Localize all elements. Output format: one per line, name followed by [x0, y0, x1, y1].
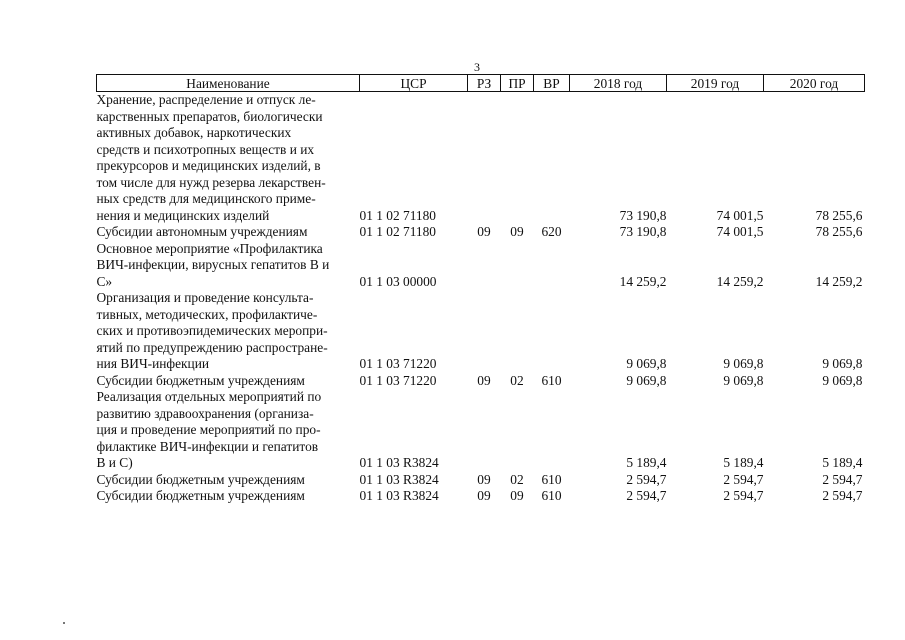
cell-csr: 01 1 03 71220 — [359, 356, 437, 371]
name-line: карственных препаратов, биологически — [96, 108, 323, 124]
name-line: Субсидии бюджетным учреждениям — [96, 471, 305, 487]
table-row — [97, 373, 865, 390]
cell-vr — [534, 290, 570, 373]
name-line: том числе для нужд резерва лекарствен- — [96, 174, 326, 190]
cell-rz: 09 — [477, 372, 491, 388]
header-2019: 2019 год — [667, 75, 764, 92]
name-line: средств и психотропных веществ и их — [96, 141, 315, 157]
cell-2019: 74 001,5 — [716, 224, 764, 239]
cell-csr: 01 1 03 R3824 — [359, 471, 439, 487]
name-line: ВИЧ-инфекции, вирусных гепатитов В и — [96, 257, 330, 272]
cell-2020: 14 259,2 — [815, 273, 863, 289]
cell-2018: 9 069,8 — [626, 356, 667, 371]
name-line: Субсидии автономным учреждениям — [96, 224, 308, 239]
name-line: Субсидии бюджетным учреждениям — [96, 488, 305, 503]
cell-rz — [468, 290, 501, 373]
name-line: ских и противоэпидемических меропри- — [96, 323, 328, 338]
cell-2020: 2 594,7 — [822, 488, 863, 503]
name-line: Организация и проведение консульта- — [96, 290, 314, 305]
name-line: нения и медицинских изделий — [96, 207, 270, 223]
cell-pr — [501, 290, 534, 373]
name-line: филактике ВИЧ-инфекции и гепатитов — [96, 438, 319, 454]
cell-csr: 01 1 03 00000 — [359, 273, 437, 289]
cell-2018: 73 190,8 — [619, 224, 667, 239]
name-line: Реализация отдельных мероприятий по — [96, 389, 322, 404]
table-row — [97, 389, 865, 472]
cell-name — [97, 92, 360, 225]
table-row — [97, 92, 865, 225]
cell-2018: 73 190,8 — [619, 207, 667, 223]
cell-2019: 2 594,7 — [723, 471, 764, 487]
name-line: ятий по предупреждению распростране- — [96, 339, 328, 355]
cell-name — [97, 389, 360, 472]
cell-2019: 9 069,8 — [723, 372, 764, 388]
cell-pr: 02 — [510, 471, 524, 487]
header-rz: РЗ — [468, 75, 501, 92]
cell-vr: 610 — [541, 488, 562, 503]
cell-vr: 620 — [541, 224, 562, 239]
cell-name — [97, 373, 360, 390]
budget-table — [96, 74, 865, 505]
table-row — [97, 290, 865, 373]
table-row — [97, 241, 865, 291]
name-line: Субсидии бюджетным учреждениям — [96, 372, 305, 388]
name-line: ния ВИЧ-инфекции — [96, 356, 210, 371]
cell-csr: 01 1 02 71180 — [359, 207, 436, 223]
cell-rz: 09 — [477, 471, 491, 487]
name-line: тивных, методических, профилактиче- — [96, 306, 318, 322]
cell-2020: 9 069,8 — [822, 356, 863, 371]
cell-2018: 14 259,2 — [619, 273, 667, 289]
header-name: Наименование — [97, 75, 360, 92]
cell-vr: 610 — [541, 372, 562, 388]
cell-csr: 01 1 02 71180 — [359, 224, 436, 239]
cell-rz: 09 — [477, 224, 491, 239]
cell-pr: 09 — [510, 224, 524, 239]
cell-rz — [468, 241, 501, 291]
cell-name — [97, 241, 360, 291]
header-2018: 2018 год — [570, 75, 667, 92]
cell-2018: 2 594,7 — [626, 471, 667, 487]
table-body — [97, 92, 865, 505]
cell-2018: 5 189,4 — [626, 455, 667, 470]
table-header-row — [97, 75, 865, 92]
cell-2019: 9 069,8 — [723, 356, 764, 371]
cell-csr: 01 1 03 R3824 — [359, 455, 439, 470]
cell-vr: 610 — [541, 471, 562, 487]
table-row — [97, 224, 865, 241]
cell-vr — [534, 389, 570, 472]
cell-2018: 2 594,7 — [626, 488, 667, 503]
cell-2019: 74 001,5 — [716, 207, 764, 223]
cell-rz: 09 — [477, 488, 491, 503]
name-line: В и С) — [96, 455, 133, 470]
cell-pr — [501, 389, 534, 472]
name-line: Хранение, распределение и отпуск ле- — [96, 92, 316, 107]
cell-2019: 2 594,7 — [723, 488, 764, 503]
table-row — [97, 472, 865, 489]
header-2020: 2020 год — [764, 75, 865, 92]
page-number: 3 — [474, 60, 480, 74]
cell-2020: 9 069,8 — [822, 372, 863, 388]
cell-pr: 02 — [510, 372, 524, 388]
cell-pr — [501, 92, 534, 225]
header-vr: ВР — [534, 75, 570, 92]
cell-2020: 78 255,6 — [815, 224, 863, 239]
name-line: Основное мероприятие «Профилактика — [96, 240, 323, 256]
header-pr: ПР — [501, 75, 534, 92]
cell-name — [97, 472, 360, 489]
cell-pr: 09 — [510, 488, 524, 503]
header-csr: ЦСР — [360, 75, 468, 92]
name-line: ных средств для медицинского приме- — [96, 191, 316, 206]
cell-rz — [468, 92, 501, 225]
cell-name — [97, 224, 360, 241]
name-line: активных добавок, наркотических — [96, 125, 292, 140]
cell-2020: 78 255,6 — [815, 207, 863, 223]
cell-2020: 5 189,4 — [822, 455, 863, 470]
cell-name — [97, 290, 360, 373]
name-line: прекурсоров и медицинских изделий, в — [96, 158, 321, 173]
cell-csr: 01 1 03 R3824 — [359, 488, 439, 503]
name-line: ция и проведение мероприятий по про- — [96, 422, 321, 437]
scan-dot — [63, 622, 65, 624]
name-line: С» — [96, 273, 113, 289]
cell-2019: 5 189,4 — [723, 455, 764, 470]
cell-2018: 9 069,8 — [626, 372, 667, 388]
cell-name — [97, 488, 360, 505]
cell-pr — [501, 241, 534, 291]
cell-2019: 14 259,2 — [716, 273, 764, 289]
cell-vr — [534, 92, 570, 225]
cell-rz — [468, 389, 501, 472]
table-row — [97, 488, 865, 505]
cell-vr — [534, 241, 570, 291]
name-line: развитию здравоохранения (организа- — [96, 405, 314, 421]
cell-2020: 2 594,7 — [822, 471, 863, 487]
cell-csr: 01 1 03 71220 — [359, 372, 437, 388]
